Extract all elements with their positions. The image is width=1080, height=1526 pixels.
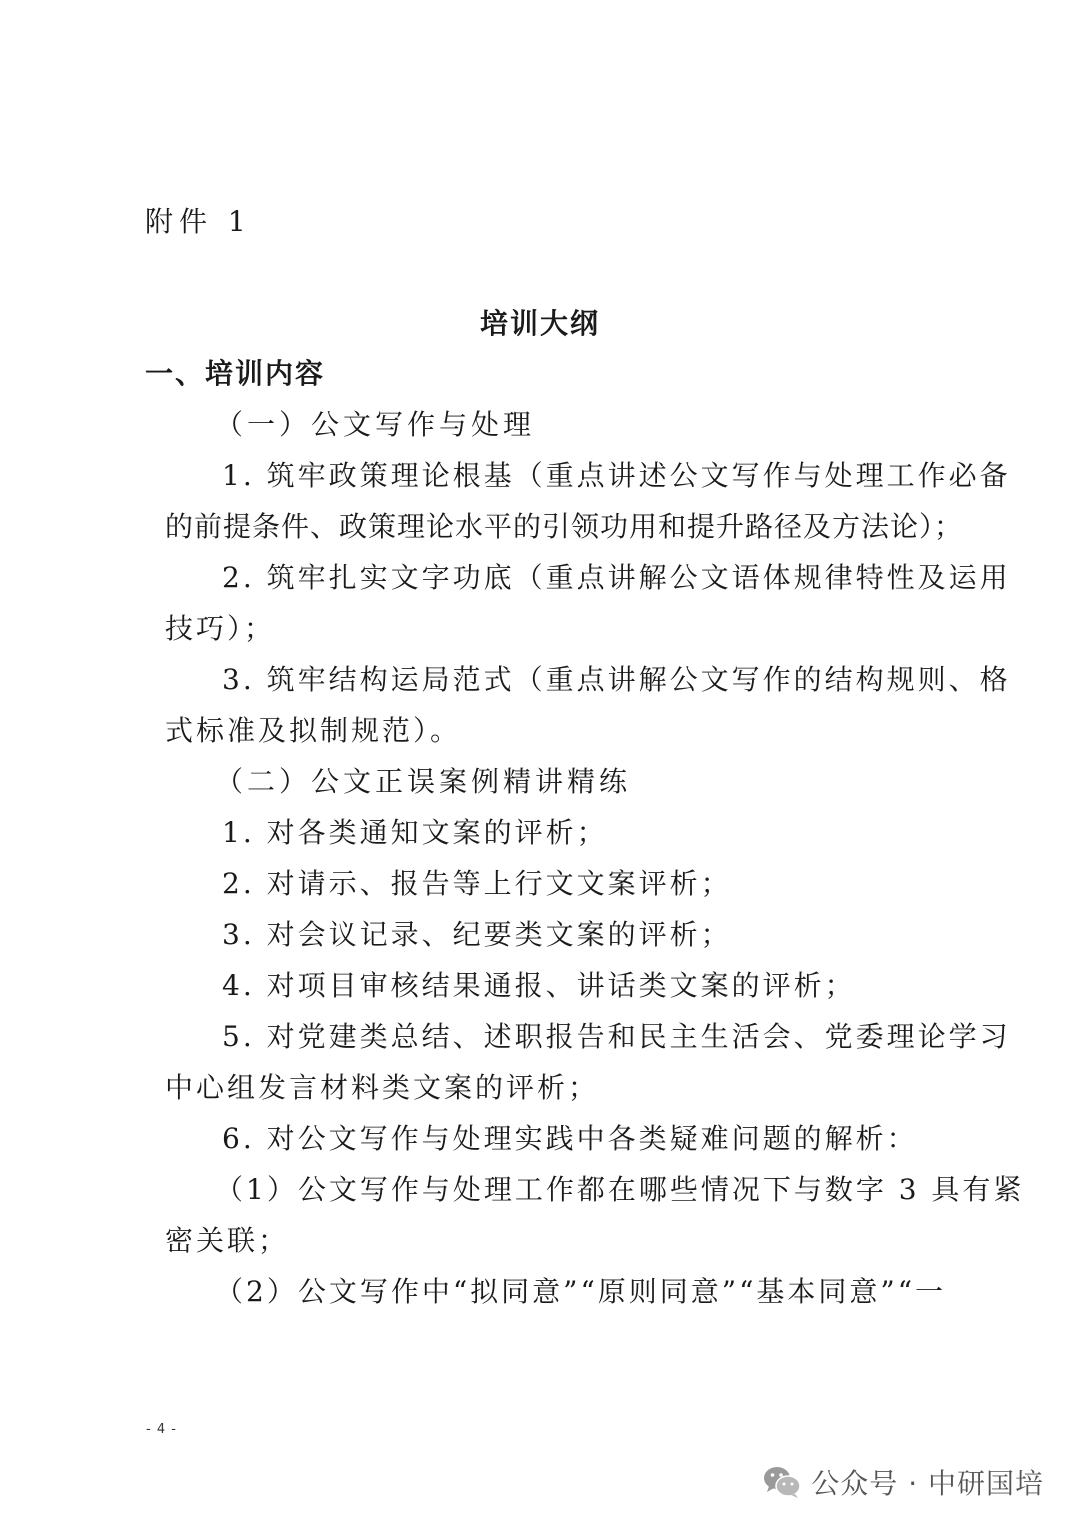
paragraph-item-2-6: 6. 对公文写作与处理实践中各类疑难问题的解析： — [222, 1122, 918, 1155]
section-heading-training-content: 一、培训内容 — [145, 357, 326, 390]
paragraph-item-1-2-line-2: 技巧）； — [165, 612, 276, 645]
watermark-text: 公众号 · 中研国培 — [811, 1467, 1044, 1500]
paragraph-item-2-5-line-1: 5. 对党建类总结、述职报告和民主生活会、党委理论学习 — [222, 1020, 1011, 1053]
wechat-watermark — [763, 1462, 1044, 1502]
paragraph-item-1-1-line-2: 的前提条件、政策理论水平的引领功用和提升路径及方法论）； — [165, 510, 964, 543]
paragraph-subitem-1-line-1: （1）公文写作与处理工作都在哪些情况下与数字 3 具有紧 — [215, 1173, 1025, 1206]
wechat-icon — [763, 1465, 801, 1499]
subsection-heading-case-study: （二）公文正误案例精讲精练 — [215, 765, 632, 798]
paragraph-item-2-2: 2. 对请示、报告等上行文文案评析； — [222, 867, 732, 900]
page-number: - 4 - — [146, 1422, 177, 1437]
paragraph-subitem-1-line-2: 密关联； — [165, 1224, 290, 1257]
paragraph-item-1-2-line-1: 2. 筑牢扎实文字功底（重点讲解公文语体规律特性及运用 — [222, 561, 1011, 594]
attachment-label: 附件 1 — [145, 205, 252, 238]
paragraph-subitem-2-line-1: （2）公文写作中“拟同意”“原则同意”“基本同意”“一 — [215, 1275, 947, 1308]
document-title: 培训大纲 — [479, 307, 600, 340]
paragraph-item-2-5-line-2: 中心组发言材料类文案的评析； — [165, 1071, 600, 1104]
paragraph-item-2-4: 4. 对项目审核结果通报、讲话类文案的评析； — [222, 969, 856, 1002]
paragraph-item-1-3-line-1: 3. 筑牢结构运局范式（重点讲解公文写作的结构规则、格 — [222, 663, 1011, 696]
paragraph-item-1-1-line-1: 1. 筑牢政策理论根基（重点讲述公文写作与处理工作必备 — [222, 459, 1011, 492]
paragraph-item-2-3: 3. 对会议记录、纪要类文案的评析； — [222, 918, 732, 951]
paragraph-item-2-1: 1. 对各类通知文案的评析； — [222, 816, 608, 849]
paragraph-item-1-3-line-2: 式标准及拟制规范）。 — [165, 714, 462, 747]
subsection-heading-official-writing: （一）公文写作与处理 — [215, 408, 536, 441]
